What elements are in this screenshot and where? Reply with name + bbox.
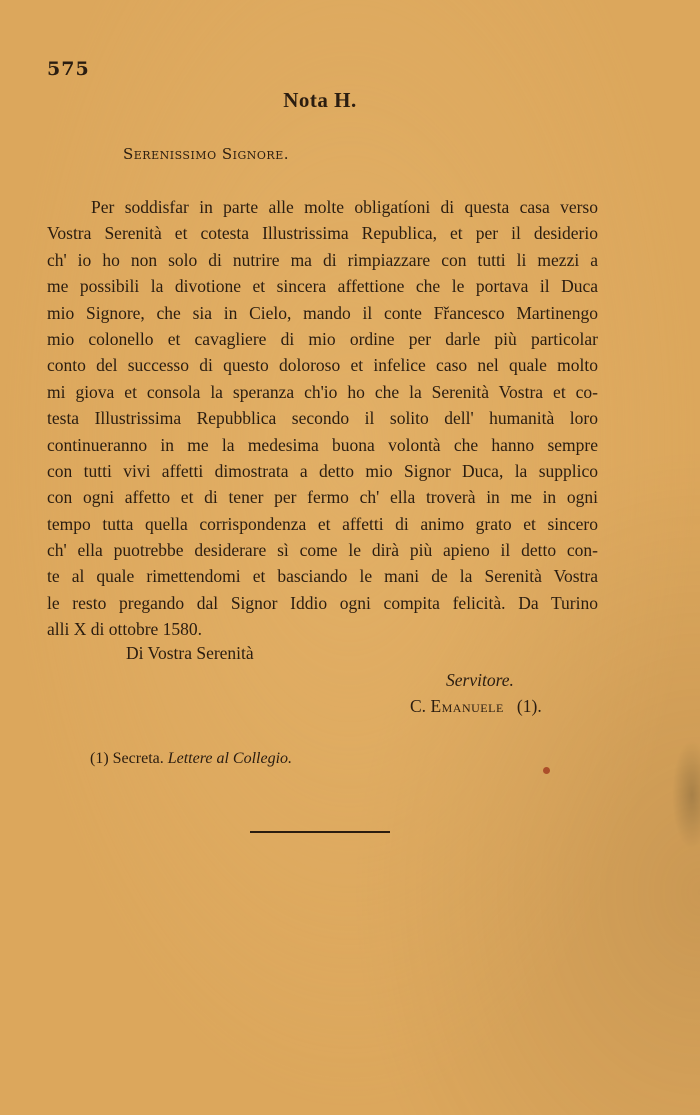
page-number: 575 [47,58,90,80]
section-divider [250,831,390,833]
letter-body [47,194,598,643]
signature-surname: Emanuele [430,696,504,716]
letter-line: Vostra Serenità et cotesta Illustrissima Republica, et per il desiderio [47,223,598,244]
signature-role: Servitore. [446,670,514,690]
signature [410,696,542,717]
letter-line: Per soddisfar in parte alle molte obligatíoni di questa casa verso [91,197,598,217]
letter-line: me possibili la divotione et sincera affettione che le portava il Duca [47,276,598,297]
letter-line: alli X di ottobre 1580. [47,619,203,640]
letter-line: le resto pregando dal Signor Iddio ogni compita felicità. Da Turino [47,592,598,613]
footnote-source: Secreta. [112,750,164,767]
signature-initial: C. [410,696,427,716]
letter-line: testa Illustrissima Repubblica secondo il solito dell' humanità loro [47,408,598,429]
footnote-source-italic: Lettere al Collegio. [167,750,293,767]
letter-salutation: Serenissimo Signore. [123,145,289,163]
footnote [90,750,292,768]
page-stain [672,740,700,850]
letter-line: mio colonello et cavagliere di mio ordine per darle più particolar [47,328,598,349]
signature-note-ref: (1). [516,696,542,716]
footnote-marker: (1) [90,750,109,767]
letter-line: mio Signore, che sia in Cielo, mando il conte Fřancesco Martinengo [47,302,598,323]
letter-line: con tutti vivi affetti dimostrata a detto mio Signor Duca, la supplico [47,460,598,481]
letter-line: tempo tutta quella corrispondenza et affetti di animo grato et sincero [47,513,598,534]
letter-line: te al quale rimettendomi et basciando le mani de la Serenità Vostra [47,566,598,587]
letter-line: ch' ella puotrebbe desiderare sì come le dirà più apieno il detto con- [47,540,598,561]
letter-line: conto del successo di questo doloroso et infelice caso nel quale molto [47,355,598,376]
letter-closing: Di Vostra Serenità [126,643,254,663]
letter-line: mi giova et consola la speranza ch'io ho che la Serenità Vostra et co- [47,381,598,402]
letter-line: con ogni affetto et di tener per fermo ch' ella troverà in me in ogni [47,487,598,508]
letter-line: continueranno in me la medesima buona volontà che hanno sempre [47,434,598,455]
ink-blot [543,767,550,774]
note-title: Nota H. [283,88,357,112]
letter-line: ch' io ho non solo di nutrire ma di rimpiazzare con tutti li mezzi a [47,249,598,270]
